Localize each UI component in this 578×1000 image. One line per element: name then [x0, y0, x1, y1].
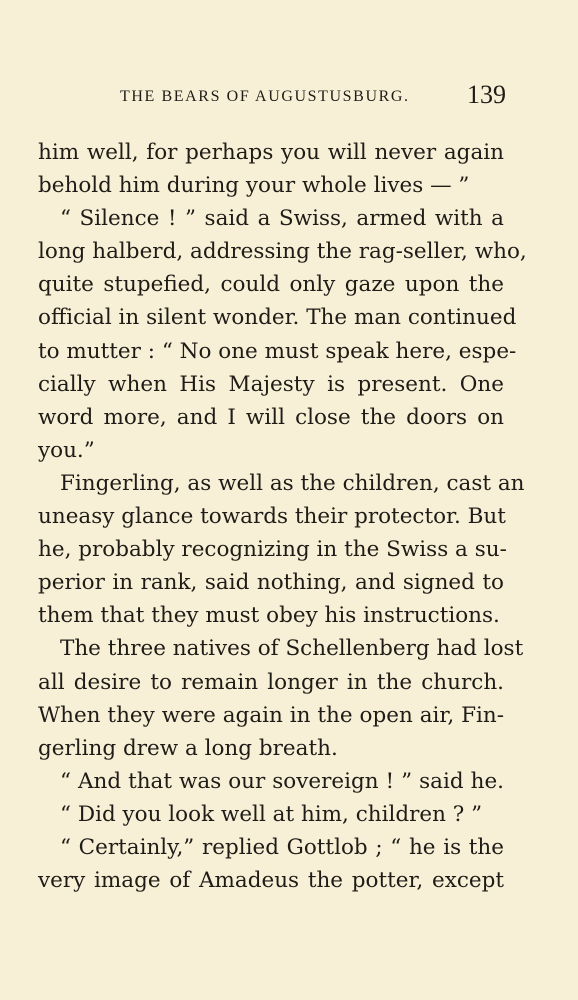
text-line: them that they must obey his instructions.: [38, 603, 500, 629]
text-line: “ Did you look well at him, children ? ”: [60, 801, 483, 827]
text-line: to mutter : “ No one must speak here, espe-: [38, 338, 517, 364]
text-line: behold him during your whole lives — ”: [38, 173, 470, 199]
text-line: very image of Amadeus the potter, except: [38, 868, 504, 894]
text-line: cially when His Majesty is present. One: [38, 371, 504, 397]
page-number: 139: [467, 80, 506, 109]
body-text: [38, 136, 527, 897]
running-title: THE BEARS OF AUGUSTUSBURG.: [120, 88, 410, 105]
running-head: [36, 80, 506, 112]
text-line: long halberd, addressing the rag-seller, who,: [38, 239, 527, 265]
text-line: word more, and I will close the doors on: [38, 404, 504, 430]
text-line: you.”: [38, 437, 95, 463]
text-line: “ Certainly,” replied Gottlob ; “ he is the: [60, 834, 504, 860]
text-line: quite stupefied, could only gaze upon the: [38, 272, 504, 298]
text-line: he, probably recognizing in the Swiss a su-: [38, 537, 507, 563]
text-line: him well, for perhaps you will never again: [38, 140, 504, 165]
text-line: perior in rank, said nothing, and signed to: [38, 570, 504, 596]
text-line: official in silent wonder. The man continued: [38, 305, 517, 331]
text-line: “ Silence ! ” said a Swiss, armed with a: [60, 206, 504, 232]
text-line: Fingerling, as well as the children, cast an: [60, 470, 525, 496]
text-line: gerling drew a long breath.: [38, 735, 338, 761]
text-line: The three natives of Schellenberg had lost: [60, 636, 524, 662]
text-line: uneasy glance towards their protector. But: [38, 504, 506, 530]
text-line: all desire to remain longer in the church.: [38, 669, 504, 695]
text-line: “ And that was our sovereign ! ” said he.: [60, 768, 504, 794]
text-line: When they were again in the open air, Fin-: [38, 702, 504, 728]
